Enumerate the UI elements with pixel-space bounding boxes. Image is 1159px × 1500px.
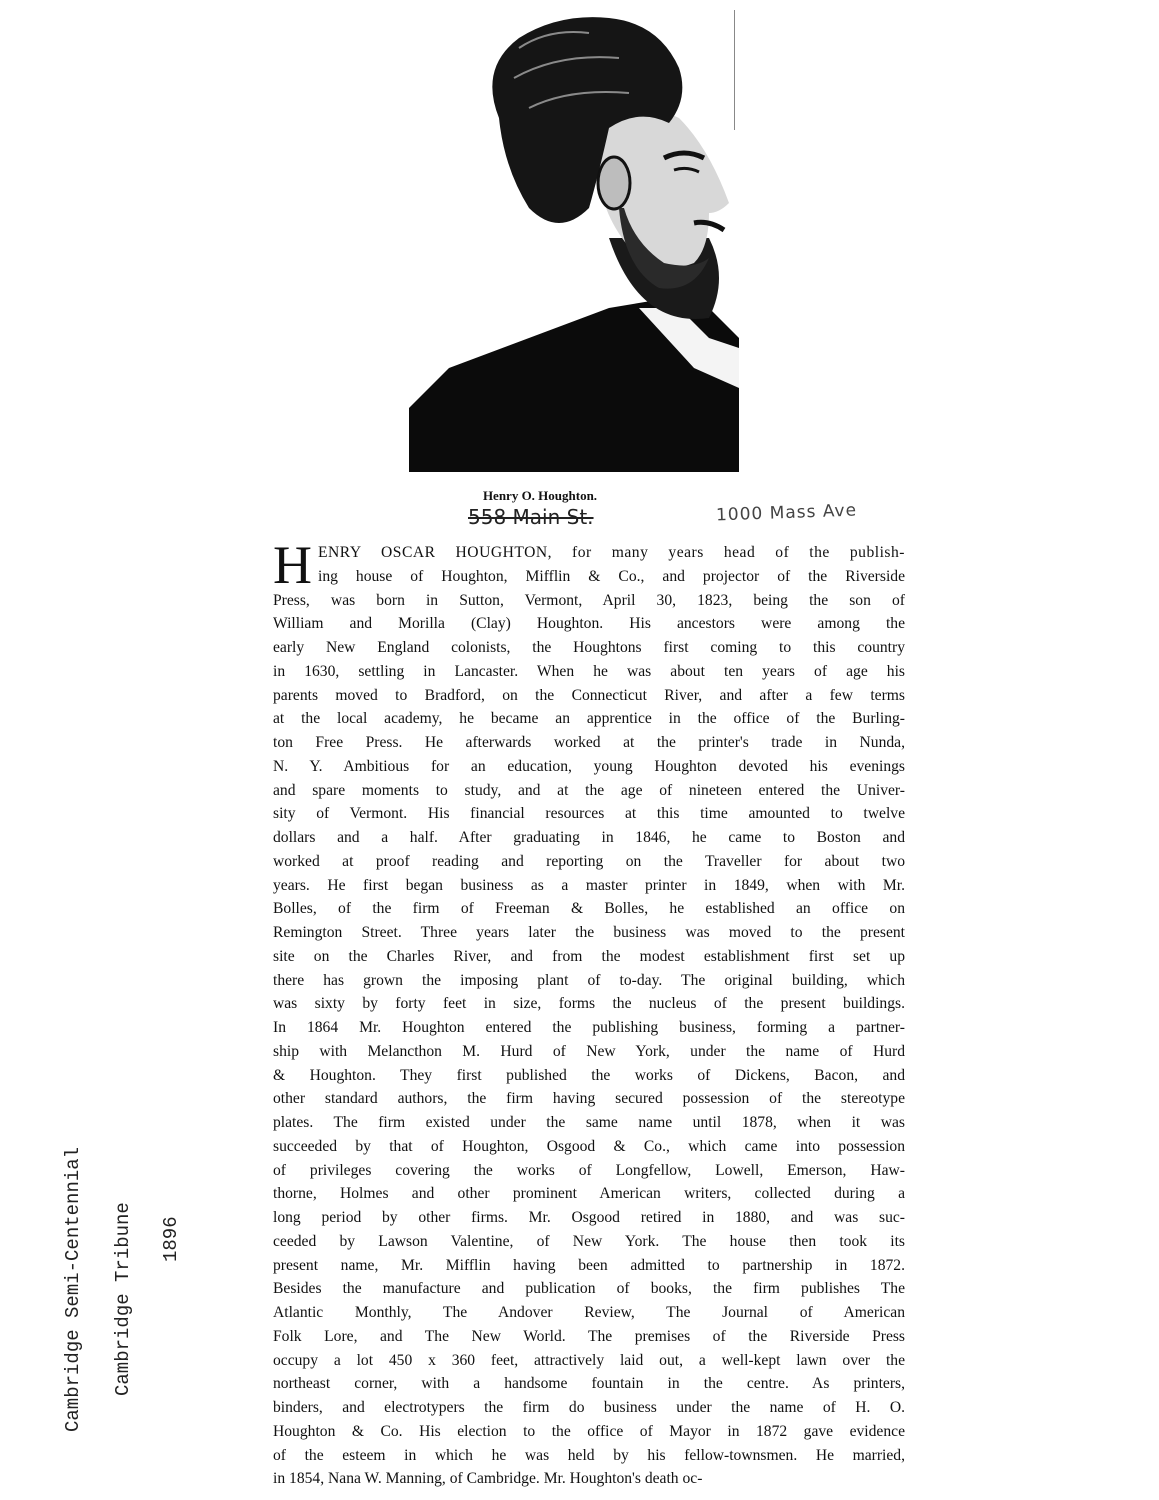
article-line: ton Free Press. He afterwards worked at the printer's trade in Nunda,	[273, 734, 905, 751]
article-line: binders, and electrotypers the firm do business under the name of H. O.	[273, 1399, 905, 1416]
portrait-photo	[409, 8, 739, 472]
article-line: at the local academy, he became an apprentice in the office of the Burling-	[273, 710, 905, 728]
side-label-publication: Cambridge Semi-Centennial	[62, 1146, 84, 1432]
article-line: thorne, Holmes and other prominent American writers, collected during a	[273, 1185, 905, 1203]
article-line: early New England colonists, the Houghtons first coming to this country	[273, 639, 905, 656]
article-line: Besides the manufacture and publication of books, the firm publishes The	[273, 1280, 905, 1298]
article-line: In 1864 Mr. Houghton entered the publishing business, forming a partner-	[273, 1019, 905, 1036]
article-line: and spare moments to study, and at the age of nineteen entered the Univer-	[273, 781, 905, 799]
article-line: present name, Mr. Mifflin having been admitted to partnership in 1872.	[273, 1256, 905, 1274]
article-line: N. Y. Ambitious for an education, young Houghton devoted his evenings	[273, 757, 905, 775]
article-line: site on the Charles River, and from the modest establishment first set up	[273, 947, 905, 965]
article-line: worked at proof reading and reporting on the Traveller for about two	[273, 852, 905, 870]
article-line: succeeded by that of Houghton, Osgood & Co., which came into possession	[273, 1137, 905, 1155]
article-line: of privileges covering the works of Longfellow, Lowell, Emerson, Haw-	[273, 1161, 905, 1179]
article-line: northeast corner, with a handsome fountain in the centre. As printers,	[273, 1375, 905, 1393]
article-line: parents moved to Bradford, on the Connecticut River, and after a few terms	[273, 686, 905, 704]
article-line: Bolles, of the firm of Freeman & Bolles, he established an office on	[273, 900, 905, 918]
crop-mark-line	[734, 10, 735, 130]
struck-handwritten-address: 558 Main St.	[468, 505, 594, 529]
photo-caption: Henry O. Houghton.	[482, 488, 598, 503]
article-line: was sixty by forty feet in size, forms the nucleus of the present buildings.	[273, 995, 905, 1013]
article-line: occupy a lot 450 x 360 feet, attractively laid out, a well-kept lawn over the	[273, 1351, 905, 1369]
article-line: Press, was born in Sutton, Vermont, April 30, 1823, being the son of	[273, 591, 905, 609]
side-label-newspaper: Cambridge Tribune	[112, 1202, 134, 1396]
article-line: in 1854, Nana W. Manning, of Cambridge. Mr. Houghton's death oc-	[273, 1470, 703, 1488]
article-line: ship with Melancthon M. Hurd of New York, under the name of Hurd	[273, 1042, 905, 1060]
article-line: of the esteem in which he was held by his fellow-townsmen. He married,	[273, 1446, 905, 1464]
drop-cap: H	[273, 535, 312, 595]
article-line: Folk Lore, and The New World. The premises of the Riverside Press	[273, 1327, 905, 1345]
article-line: sity of Vermont. His financial resources at this time amounted to twelve	[273, 805, 905, 823]
article-line: Remington Street. Three years later the business was moved to the present	[273, 924, 905, 941]
article-line: Houghton & Co. His election to the office of Mayor in 1872 gave evidence	[273, 1422, 905, 1440]
article-line: ing house of Houghton, Mifflin & Co., and projector of the Riverside	[318, 567, 905, 585]
article-line: other standard authors, the firm having secured possession of the stereotype	[273, 1090, 905, 1108]
article-line: ceeded by Lawson Valentine, of New York. The house then took its	[273, 1232, 905, 1250]
article-line: long period by other firms. Mr. Osgood retired in 1880, and was suc-	[273, 1209, 905, 1226]
article-line: there has grown the imposing plant of to-day. The original building, which	[273, 971, 905, 989]
article-line: in 1630, settling in Lancaster. When he was about ten years of age his	[273, 662, 905, 680]
article-line: dollars and a half. After graduating in 1846, he came to Boston and	[273, 829, 905, 846]
article-line: & Houghton. They first published the works of Dickens, Bacon, and	[273, 1066, 905, 1084]
article-line: ENRY OSCAR HOUGHTON, for many years head of the publish-	[318, 544, 905, 561]
article-line: plates. The firm existed under the same name until 1878, when it was	[273, 1114, 905, 1131]
handwritten-address-note: 1000 Mass Ave	[715, 500, 858, 526]
article-line: Atlantic Monthly, The Andover Review, The Journal of American	[273, 1304, 905, 1321]
article-body	[273, 535, 905, 1491]
article-line: William and Morilla (Clay) Houghton. His ancestors were among the	[273, 615, 905, 633]
side-label-year: 1896	[160, 1216, 182, 1262]
article-line: years. He first began business as a master printer in 1849, when with Mr.	[273, 876, 905, 894]
